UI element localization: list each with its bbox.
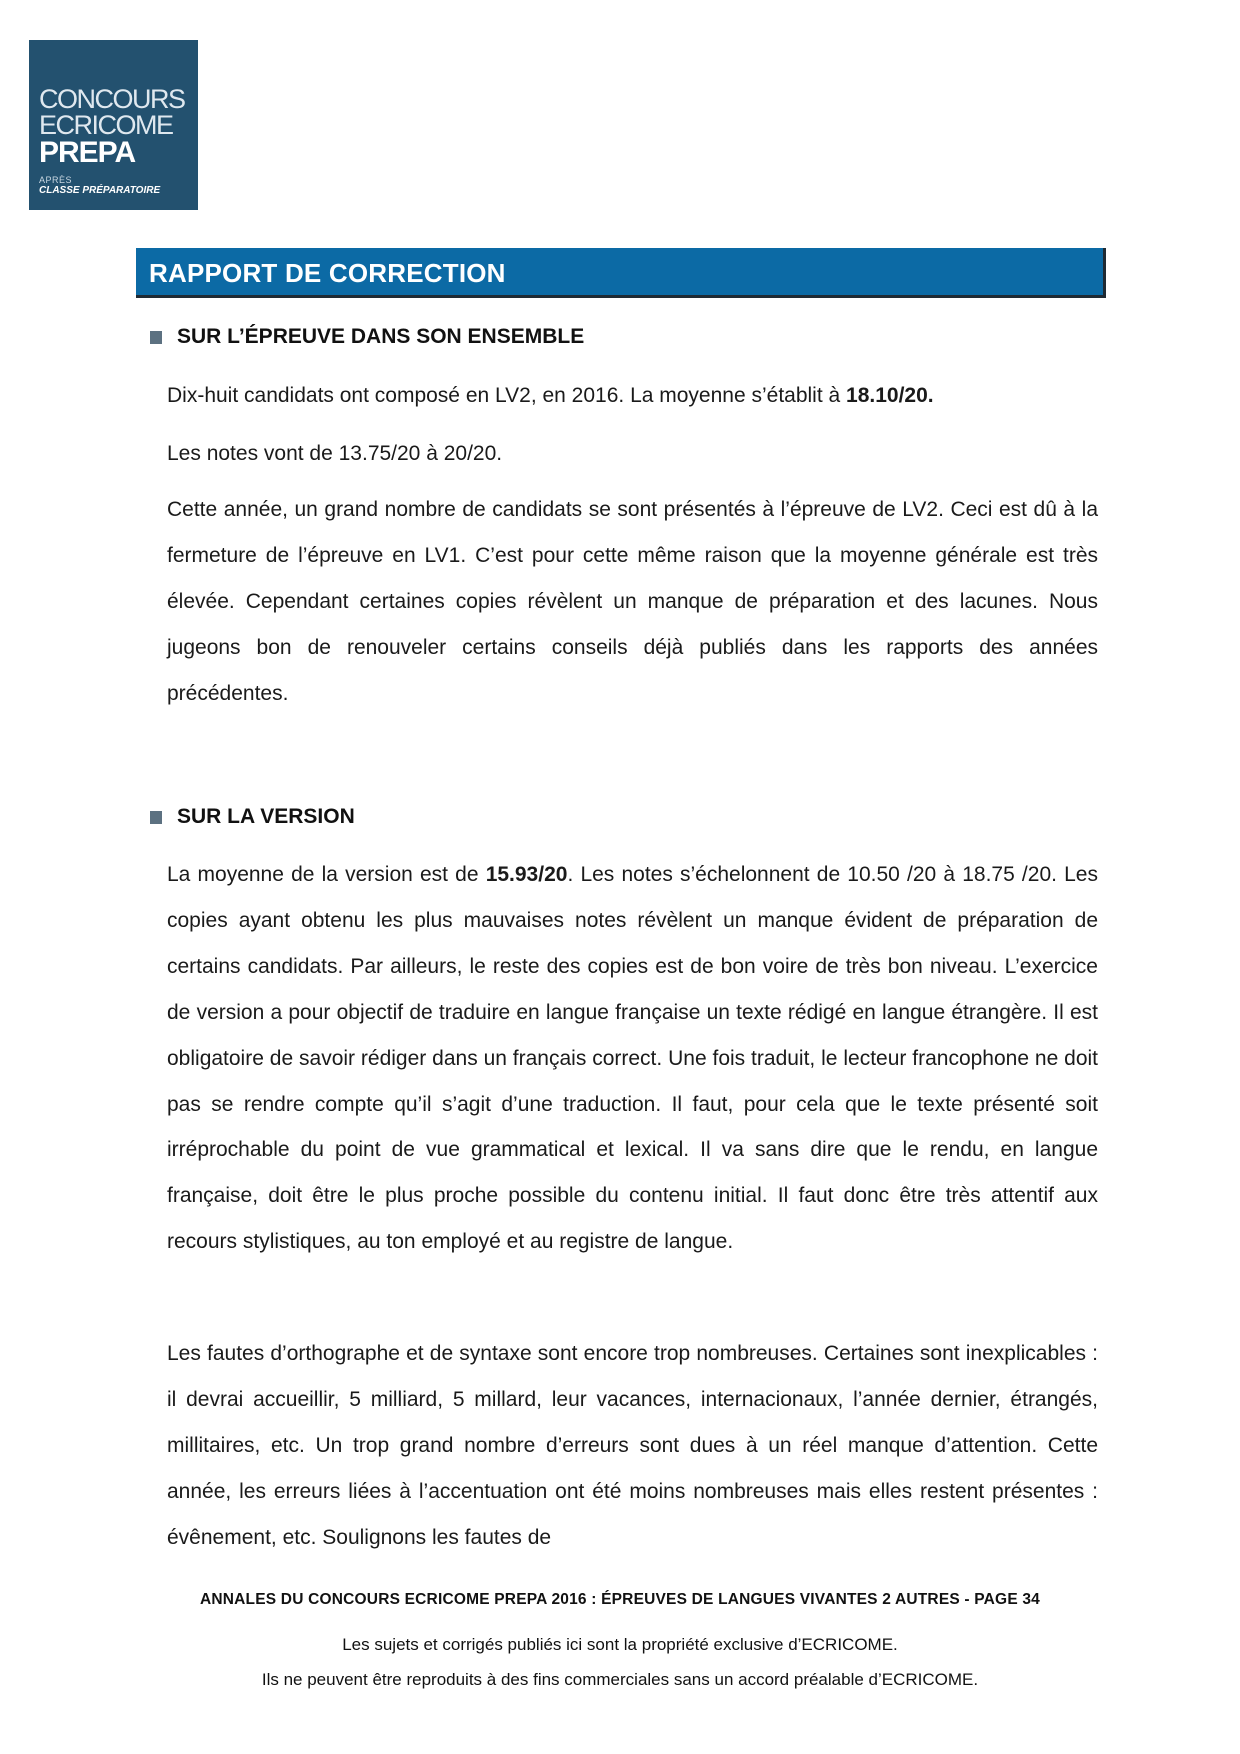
paragraph-candidats — [167, 373, 1098, 419]
report-title: RAPPORT DE CORRECTION — [149, 258, 506, 288]
section-title-version: SUR LA VERSION — [177, 805, 355, 828]
paragraph-candidats-text: Dix-huit candidats ont composé en LV2, en 2016. La moyenne s’établit à — [167, 384, 847, 407]
logo-line-prepa: PREPA — [39, 136, 136, 169]
paragraph-annee: Cette année, un grand nombre de candidats se sont présentés à l’épreuve de LV2. Ceci est dû à la fermeture de l’épreuve en LV1. C’est pour cette même raison que la moyenne générale est très élevée. Cependant certaines copies révèlent un manque de préparation et des lacunes. Nous jugeons bon de renouveler certains conseils déjà publiés dans les rapports des années précédentes. — [167, 498, 1098, 705]
paragraph-version — [167, 852, 1098, 1265]
copyright-line-2: Ils ne peuvent être reproduits à des fins commerciales sans un accord préalable d’ECRICOME. — [261, 1670, 979, 1689]
page-footer-title: ANNALES DU CONCOURS ECRICOME PREPA 2016 : ÉPREUVES DE LANGUES VIVANTES 2 AUTRES - PAGE 34 — [199, 1591, 1041, 1608]
paragraph-version-intro: La moyenne de la version est de — [167, 863, 486, 886]
section-title-ensemble: SUR L’ÉPREUVE DANS SON ENSEMBLE — [177, 325, 585, 348]
ecricome-logo — [29, 40, 198, 210]
paragraph-fautes: Les fautes d’orthographe et de syntaxe sont encore trop nombreuses. Certaines sont inexplicables : il devrai accueillir, 5 milliard, 5 millard, leur vacances, internacionaux, l’année dernier, étrangés, millitaires, etc. Un trop grand nombre d’erreurs sont dues à un réel manque d’attention. Cette année, les erreurs liées à l’accentuation ont été moins nombreuses mais elles restent présentes : évênement, etc. Soulignons les fautes de — [167, 1342, 1098, 1549]
moyenne-version-value: 15.93/20 — [485, 863, 568, 886]
logo-line-concours: CONCOURS — [39, 84, 185, 114]
paragraph-notes: Les notes vont de 13.75/20 à 20/20. — [167, 442, 503, 465]
copyright-line-1: Les sujets et corrigés publiés ici sont la propriété exclusive d’ECRICOME. — [342, 1635, 898, 1654]
paragraph-version-body: . Les notes s’échelonnent de 10.50 /20 à 18.75 /20. Les copies ayant obtenu les plus mauvaises notes révèlent un manque évident de préparation de certains candidats. Par ailleurs, le reste des copies est de bon voire de très bon niveau. L’exercice de version a pour objectif de traduire en langue française un texte rédigé en langue étrangère. Il est obligatoire de savoir rédiger dans un français correct. Une fois traduit, le lecteur francophone ne doit pas se rendre compte qu’il s’agit d’une traduction. Il faut, pour cela que le texte présenté soit irréprochable du point de vue grammatical et lexical. Il va sans dire que le rendu, en langue française, doit être le plus proche possible du contenu initial. Il faut donc être très attentif aux recours stylistiques, au ton employé et au registre de langue. — [167, 863, 1098, 1254]
moyenne-generale-value: 18.10/20. — [846, 384, 934, 407]
square-bullet-icon — [150, 811, 162, 824]
logo-line-classe-preparatoire: CLASSE PRÉPARATOIRE — [39, 185, 161, 196]
report-banner — [136, 248, 1106, 298]
square-bullet-icon — [150, 331, 162, 344]
logo-line-apres: APRÈS — [39, 175, 73, 185]
logo-line-ecricome: ECRICOME — [39, 110, 173, 140]
